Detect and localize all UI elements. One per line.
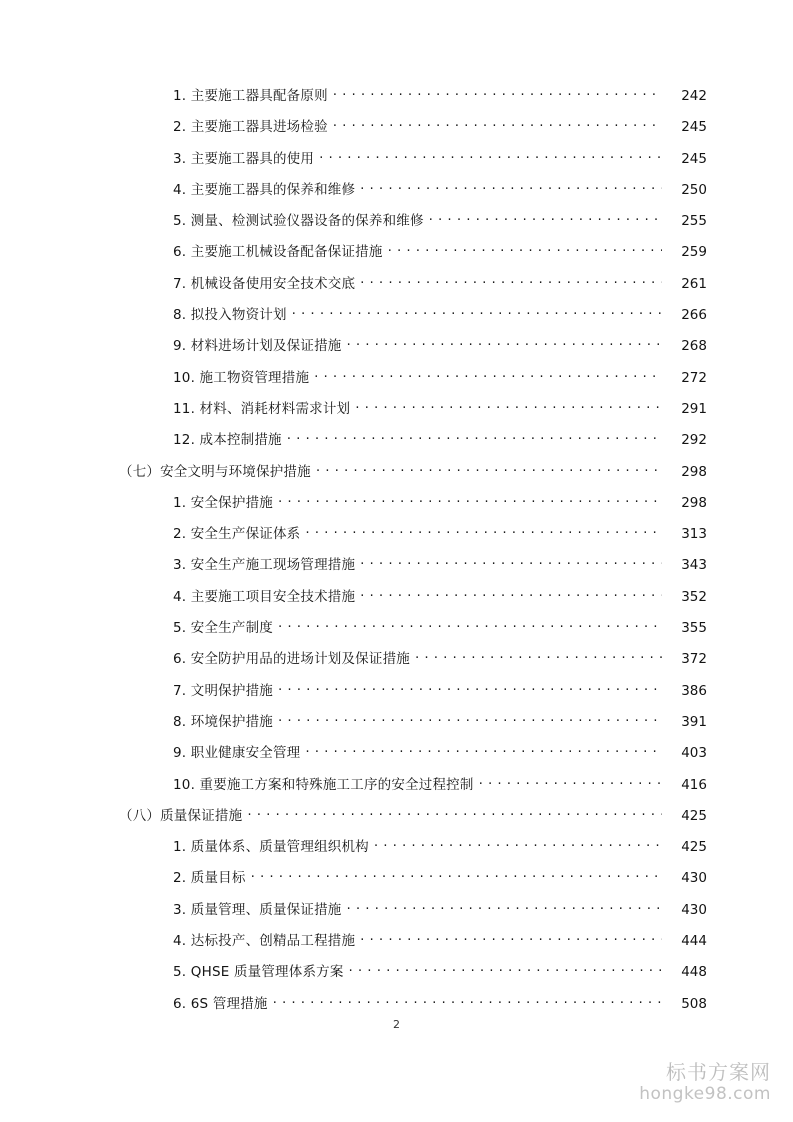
toc-entry-page-number: 425 <box>681 807 707 824</box>
toc-entry-label: 7. 机械设备使用安全技术交底 <box>173 275 356 292</box>
toc-entry[interactable] <box>97 866 707 897</box>
toc-entry-label: 2. 主要施工器具进场检验 <box>173 119 328 136</box>
toc-entry-page-number: 272 <box>681 369 707 386</box>
toc-entry[interactable] <box>97 178 707 209</box>
toc-entry[interactable] <box>97 835 707 866</box>
toc-entry-label: 3. 质量管理、质量保证措施 <box>173 901 342 918</box>
toc-entry-page-number: 430 <box>681 901 707 918</box>
toc-entry-leader <box>360 588 662 601</box>
toc-entry[interactable] <box>97 397 707 428</box>
toc-entry-label: 6. 安全防护用品的进场计划及保证措施 <box>173 651 410 668</box>
toc-entry-leader <box>247 807 662 820</box>
toc-entry-label: 4. 主要施工项目安全技术措施 <box>173 588 356 605</box>
toc-entry-page-number: 268 <box>681 338 707 355</box>
toc-entry-leader <box>374 838 662 851</box>
toc-entry-page-number: 259 <box>681 244 707 261</box>
toc-entry[interactable] <box>97 115 707 146</box>
toc-entry-leader <box>360 932 662 945</box>
toc-entry-label: （八）质量保证措施 <box>119 807 243 824</box>
page-folio: 2 <box>393 1018 400 1031</box>
watermark-text-primary: 标书方案网 <box>666 1060 771 1084</box>
toc-entry[interactable] <box>97 553 707 584</box>
toc-entry-label: 8. 环境保护措施 <box>173 713 273 730</box>
toc-entry[interactable] <box>97 616 707 647</box>
toc-entry-leader <box>388 243 662 256</box>
toc-entry-page-number: 448 <box>681 964 707 981</box>
table-of-contents <box>97 84 707 1023</box>
toc-entry[interactable] <box>97 491 707 522</box>
toc-entry[interactable] <box>97 334 707 365</box>
toc-entry[interactable] <box>97 585 707 616</box>
toc-entry-leader <box>316 463 662 476</box>
toc-entry-page-number: 391 <box>681 713 707 730</box>
toc-entry-leader <box>278 713 662 726</box>
toc-entry[interactable] <box>97 209 707 240</box>
toc-entry-label: 7. 文明保护措施 <box>173 682 273 699</box>
toc-entry-leader <box>278 619 662 632</box>
toc-entry-page-number: 313 <box>681 526 707 543</box>
toc-entry-leader <box>333 87 662 100</box>
toc-entry-page-number: 343 <box>681 557 707 574</box>
toc-entry-label: 6. 主要施工机械设备配备保证措施 <box>173 244 383 261</box>
toc-entry[interactable] <box>97 366 707 397</box>
toc-entry-leader <box>333 118 662 131</box>
toc-entry-leader <box>479 776 662 789</box>
toc-entry-label: 5. QHSE 质量管理体系方案 <box>173 964 344 981</box>
toc-entry-label: 6. 6S 管理措施 <box>173 995 268 1012</box>
toc-entry-leader <box>314 369 662 382</box>
toc-entry-leader <box>305 525 662 538</box>
toc-entry[interactable] <box>97 804 707 835</box>
toc-entry-page-number: 298 <box>681 494 707 511</box>
toc-entry-label: 1. 质量体系、质量管理组织机构 <box>173 839 369 856</box>
toc-entry-page-number: 242 <box>681 88 707 104</box>
toc-entry-leader <box>273 995 662 1008</box>
toc-entry[interactable] <box>97 647 707 678</box>
toc-entry-label: （七）安全文明与环境保护措施 <box>119 463 311 480</box>
toc-entry-page-number: 430 <box>681 870 707 887</box>
toc-entry-page-number: 245 <box>681 150 707 167</box>
toc-entry[interactable] <box>97 960 707 991</box>
toc-entry-leader <box>287 431 662 444</box>
toc-entry-page-number: 352 <box>681 588 707 605</box>
toc-entry-page-number: 372 <box>681 651 707 668</box>
toc-entry-label: 3. 安全生产施工现场管理措施 <box>173 557 356 574</box>
toc-entry[interactable] <box>97 460 707 491</box>
toc-entry-page-number: 255 <box>681 213 707 230</box>
toc-entry-page-number: 508 <box>681 995 707 1012</box>
toc-entry[interactable] <box>97 428 707 459</box>
toc-entry-label: 5. 安全生产制度 <box>173 620 273 637</box>
toc-entry[interactable] <box>97 84 707 115</box>
toc-entry-leader <box>292 306 662 319</box>
toc-entry-leader <box>346 337 662 350</box>
toc-entry-page-number: 250 <box>681 181 707 198</box>
toc-entry[interactable] <box>97 522 707 553</box>
toc-entry-label: 4. 主要施工器具的保养和维修 <box>173 181 356 198</box>
toc-entry[interactable] <box>97 303 707 334</box>
toc-entry-label: 4. 达标投产、创精品工程措施 <box>173 933 356 950</box>
toc-entry-leader <box>349 963 662 976</box>
toc-entry-page-number: 292 <box>681 432 707 449</box>
toc-entry-label: 9. 职业健康安全管理 <box>173 745 301 762</box>
toc-entry-page-number: 386 <box>681 682 707 699</box>
toc-entry-label: 10. 施工物资管理措施 <box>173 369 310 386</box>
watermark <box>639 1060 771 1104</box>
toc-entry-page-number: 245 <box>681 119 707 136</box>
toc-entry-leader <box>278 682 662 695</box>
toc-entry[interactable] <box>97 147 707 178</box>
toc-entry-label: 11. 材料、消耗材料需求计划 <box>173 400 351 417</box>
toc-entry-page-number: 416 <box>681 776 707 793</box>
toc-entry-label: 12. 成本控制措施 <box>173 432 282 449</box>
toc-entry[interactable] <box>97 710 707 741</box>
toc-entry-label: 10. 重要施工方案和特殊施工工序的安全过程控制 <box>173 776 474 793</box>
toc-entry-label: 1. 安全保护措施 <box>173 494 273 511</box>
toc-entry-leader <box>251 869 662 882</box>
toc-entry[interactable] <box>97 773 707 804</box>
toc-entry-leader <box>278 494 662 507</box>
toc-entry-label: 2. 质量目标 <box>173 870 246 887</box>
toc-entry[interactable] <box>97 679 707 710</box>
toc-entry-page-number: 355 <box>681 620 707 637</box>
toc-entry-leader <box>346 901 662 914</box>
toc-entry[interactable] <box>97 929 707 960</box>
toc-entry-page-number: 291 <box>681 400 707 417</box>
toc-entry-leader <box>305 744 662 757</box>
toc-entry-page-number: 444 <box>681 933 707 950</box>
toc-entry-label: 9. 材料进场计划及保证措施 <box>173 338 342 355</box>
toc-entry-leader <box>319 150 662 163</box>
toc-entry[interactable] <box>97 898 707 929</box>
toc-entry-label: 2. 安全生产保证体系 <box>173 526 301 543</box>
toc-entry-label: 8. 拟投入物资计划 <box>173 307 287 324</box>
toc-entry[interactable] <box>97 272 707 303</box>
toc-entry-leader <box>415 650 662 663</box>
toc-entry-page-number: 425 <box>681 839 707 856</box>
toc-entry-label: 5. 测量、检测试验仪器设备的保养和维修 <box>173 213 424 230</box>
toc-entry-leader <box>360 275 662 288</box>
toc-entry[interactable] <box>97 240 707 271</box>
watermark-text-secondary: hongke98.com <box>639 1084 771 1104</box>
toc-entry-leader <box>429 212 662 225</box>
toc-entry[interactable] <box>97 741 707 772</box>
toc-entry-label: 1. 主要施工器具配备原则 <box>173 88 328 104</box>
toc-entry-leader <box>360 556 662 569</box>
toc-entry-page-number: 298 <box>681 463 707 480</box>
toc-entry-page-number: 261 <box>681 275 707 292</box>
toc-entry-leader <box>360 181 662 194</box>
toc-entry-leader <box>355 400 662 413</box>
toc-entry-page-number: 403 <box>681 745 707 762</box>
toc-entry-label: 3. 主要施工器具的使用 <box>173 150 315 167</box>
toc-entry-page-number: 266 <box>681 307 707 324</box>
